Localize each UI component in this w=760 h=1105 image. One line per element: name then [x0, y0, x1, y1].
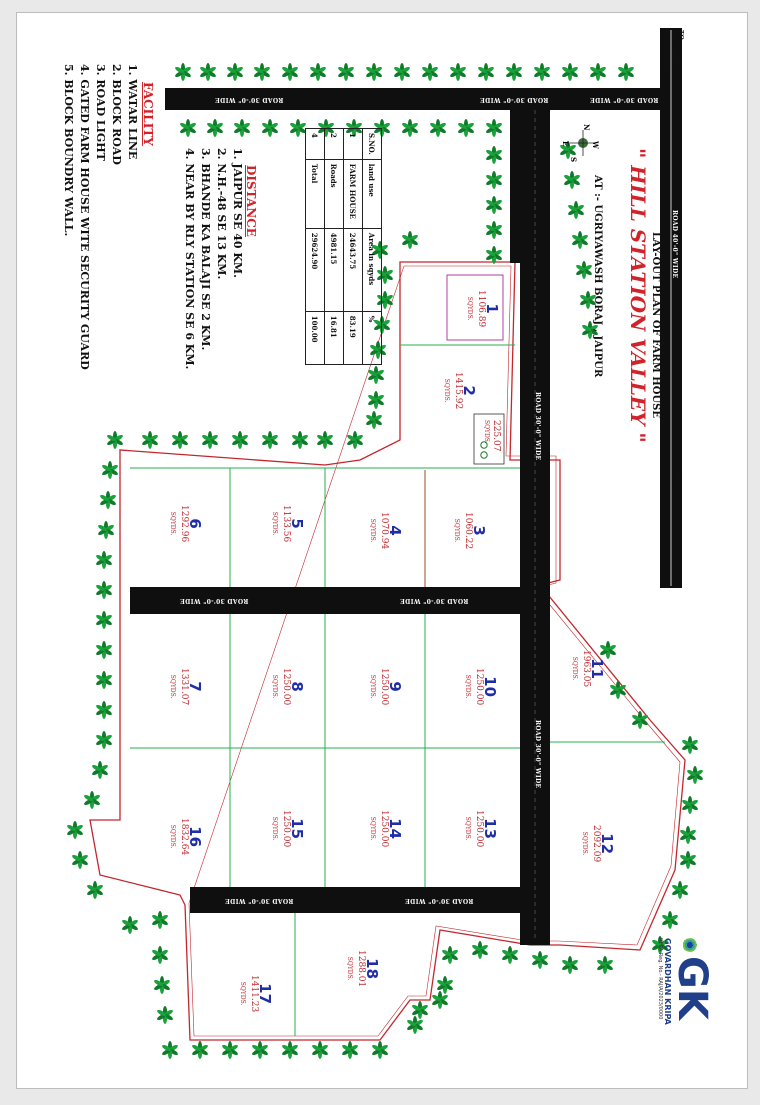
th-percent: % [363, 311, 382, 364]
plot-number: 12 [598, 833, 616, 855]
tree-icon [505, 63, 523, 81]
plot-unit: SQYDS. [271, 674, 278, 699]
road-label-bot-b: ROAD 30'-0" WIDE [405, 897, 474, 904]
facility-item: 2. BLOCK ROAD [110, 64, 123, 165]
plot-4 [367, 512, 404, 550]
tree-icon [679, 826, 697, 844]
plot-number: 1 [483, 303, 501, 314]
tree-icon [561, 956, 579, 974]
tree-icon [261, 119, 279, 137]
plot-10 [462, 668, 499, 706]
tree-icon [563, 171, 581, 189]
tree-icon [441, 946, 459, 964]
tree-icon [631, 711, 649, 729]
tree-icon [174, 63, 192, 81]
plot-3 [451, 512, 488, 550]
tree-icon [71, 851, 89, 869]
tree-icon [226, 63, 244, 81]
tree-icon [485, 196, 503, 214]
plot-unit: SQYDS. [581, 831, 588, 856]
tree-icon [179, 119, 197, 137]
plot-area: 1331.07 [179, 668, 189, 706]
plot-area: 1415.92 [453, 372, 463, 410]
tree-icon [401, 231, 419, 249]
landuse-table [305, 128, 382, 365]
tree-icon [365, 63, 383, 81]
plot-unit: SQYDS. [239, 981, 246, 1006]
facility-item: 1. WATAR LINE [126, 64, 139, 160]
facility-item: 4. GATED FARM HOUSE WITE SECURITY GUARD [78, 64, 91, 370]
plot-14 [367, 810, 404, 848]
plot-unit: SQYDS. [464, 816, 471, 841]
tree-icon [253, 63, 271, 81]
tree-icon [99, 491, 117, 509]
plot-17 [237, 975, 274, 1013]
road-label-outer: ROAD 40'-0" WIDE [671, 210, 678, 279]
peacock-feather-icon [681, 938, 703, 952]
plot-number: 15 [288, 818, 306, 840]
facility-item: 5. BLOCK BOUNDRY WALL. [62, 64, 75, 237]
tree-icon [153, 976, 171, 994]
tree-icon [291, 431, 309, 449]
tree-icon [485, 171, 503, 189]
plot-number: 6 [186, 518, 204, 529]
tree-icon [679, 851, 697, 869]
tree-icon [485, 246, 503, 264]
distance-item: 4. NEAR BY RLY STATION SE 6 KM. [183, 148, 196, 370]
tree-icon [371, 1041, 389, 1059]
plot-unit: SQYDS. [169, 511, 176, 536]
plot-unit: SQYDS. [453, 518, 460, 543]
tree-icon [367, 366, 385, 384]
plot-15 [269, 810, 306, 848]
compass-w: W [591, 141, 600, 149]
plot-1 [464, 290, 501, 328]
landuse-header [363, 129, 382, 365]
site-location: AT :- UGRIYAWASH BORAJ , JAIPUR [592, 175, 603, 378]
tree-icon [261, 431, 279, 449]
tree-icon [95, 731, 113, 749]
plot-area: 1106.89 [476, 290, 486, 328]
tree-icon [431, 991, 449, 1009]
th-landuse: land use [363, 159, 382, 228]
tree-icon [121, 916, 139, 934]
plot-unit: SQYDS. [466, 296, 473, 321]
tree-icon [221, 1041, 239, 1059]
table-row: 4 Total 29624.90 100.00 [306, 129, 325, 365]
th-area: Area in sqyds [363, 228, 382, 311]
tree-icon [609, 681, 627, 699]
rera-number: RERA Reg. No.- RAJ/A/2023/0000 [657, 938, 663, 1020]
plot-number: 4 [386, 525, 404, 536]
plot-area: 1411.23 [249, 975, 259, 1013]
plot-5 [269, 505, 306, 543]
tree-icon [485, 119, 503, 137]
tree-icon [457, 119, 475, 137]
tree-icon [281, 1041, 299, 1059]
tree-icon [141, 431, 159, 449]
plot-area: 1288.01 [356, 950, 366, 988]
plot-area: 1250.00 [379, 668, 389, 706]
tree-icon [151, 911, 169, 929]
tree-icon [309, 63, 327, 81]
tree-icon [191, 1041, 209, 1059]
tree-icon [501, 946, 519, 964]
tank-circle-b [481, 452, 487, 458]
tree-icon [401, 119, 419, 137]
road-label-mid-b: ROAD 30'-0" WIDE [400, 597, 469, 604]
tree-icon [485, 221, 503, 239]
tree-icon [101, 461, 119, 479]
plot-number: 14 [386, 818, 404, 840]
plot-area: 2092.09 [591, 825, 601, 863]
tree-icon [681, 736, 699, 754]
plot-number: 9 [386, 681, 404, 692]
plot-number: 10 [481, 676, 499, 698]
plot-area: 1250.00 [474, 668, 484, 706]
plot-6 [167, 505, 204, 543]
tree-icon [567, 201, 585, 219]
plot-unit: SQYDS. [369, 816, 376, 841]
tree-icon [531, 951, 549, 969]
tree-icon [95, 671, 113, 689]
plot-unit: SQYDS. [464, 674, 471, 699]
tree-icon [97, 521, 115, 539]
edge-label-boraj: TO BORAJ VILLAGE [675, 460, 682, 528]
plot-unit: SQYDS. [443, 378, 450, 403]
tree-icon [393, 63, 411, 81]
brand-name: GOVARDHAN KRIPA [663, 938, 672, 1025]
tree-icon [365, 411, 383, 429]
plot-area: 1250.00 [281, 668, 291, 706]
facility-list [60, 64, 140, 370]
tree-icon [86, 881, 104, 899]
tree-icon [233, 119, 251, 137]
tree-icon [477, 63, 495, 81]
tree-icon [561, 63, 579, 81]
tree-icon [161, 1041, 179, 1059]
utility-label: 225.07 SQYDS. [483, 420, 501, 452]
table-row: 1 FARM HOUSE 24643.75 83.19 [344, 129, 363, 365]
tree-icon [95, 641, 113, 659]
road-label-main-2: ROAD 30'-0" WIDE [534, 720, 541, 789]
plot-18 [344, 950, 381, 988]
plot-2 [441, 372, 478, 410]
compass-s: S [569, 157, 578, 163]
plot-number: 18 [363, 958, 381, 980]
plot-13 [462, 810, 499, 848]
plot-number: 7 [186, 681, 204, 692]
plot-number: 8 [288, 681, 306, 692]
plot-number: 2 [460, 385, 478, 396]
tree-icon [681, 796, 699, 814]
gk-logo: GK [669, 956, 715, 1020]
plot-area: 1963.05 [581, 650, 591, 688]
tree-icon [571, 231, 589, 249]
road-label-top-b: ROAD 30'-0" WIDE [480, 96, 549, 103]
tree-icon [367, 391, 385, 409]
brand-block [657, 938, 715, 1025]
edge-label-bhande: TO BHANDE KA BALAJI [663, 30, 684, 66]
plot-unit: SQYDS. [346, 956, 353, 981]
plot-unit: SQYDS. [271, 816, 278, 841]
tree-icon [95, 701, 113, 719]
plot-area: 1133.56 [281, 505, 291, 543]
tree-icon [429, 119, 447, 137]
distance-list [181, 148, 245, 369]
plot-number: 11 [588, 658, 606, 680]
facility-heading: FACILITY [141, 82, 155, 146]
tree-icon [346, 431, 364, 449]
tree-icon [421, 63, 439, 81]
tree-icon [316, 431, 334, 449]
tree-icon [686, 766, 704, 784]
tree-icon [589, 63, 607, 81]
tree-icon [95, 611, 113, 629]
tree-icon [83, 791, 101, 809]
plot-area: 1292.96 [179, 505, 189, 543]
tree-icon [156, 1006, 174, 1024]
road-label-top-a: ROAD 30'-0" WIDE [215, 96, 284, 103]
tree-icon [199, 63, 217, 81]
tree-icon [206, 119, 224, 137]
tree-icon [337, 63, 355, 81]
plot-area: 1250.00 [281, 810, 291, 848]
tree-icon [671, 881, 689, 899]
tree-icon [201, 431, 219, 449]
tree-icon [95, 581, 113, 599]
distance-heading: DISTANCE [244, 165, 258, 237]
tree-icon [231, 431, 249, 449]
site-title: " HILL STATION VALLEY " [626, 148, 650, 443]
plot-11 [569, 650, 606, 688]
tree-icon [341, 1041, 359, 1059]
distance-item: 3. BHANDE KA BALAJI SE 2 KM. [199, 148, 212, 351]
tree-icon [617, 63, 635, 81]
plot-unit: SQYDS. [369, 518, 376, 543]
plot-unit: SQYDS. [271, 511, 278, 536]
tree-icon [95, 551, 113, 569]
compass-n: N [582, 124, 591, 131]
plot-area: 1060.22 [463, 512, 473, 550]
tree-icon [485, 146, 503, 164]
tree-icon [66, 821, 84, 839]
plot-7 [167, 668, 204, 706]
tree-icon [311, 1041, 329, 1059]
tree-icon [471, 941, 489, 959]
road-label-bot-a: ROAD 30'-0" WIDE [225, 897, 294, 904]
plot-12 [579, 825, 616, 863]
road-label-main: ROAD 30'-0" WIDE [534, 392, 541, 461]
compass-e: E [561, 141, 570, 147]
tree-icon [596, 956, 614, 974]
plot-number: 13 [481, 818, 499, 840]
tree-icon [151, 946, 169, 964]
tree-icon [436, 976, 454, 994]
tree-icon [533, 63, 551, 81]
plot-unit: SQYDS. [169, 674, 176, 699]
distance-item: 2. N.H.-48 SE 13 KM. [215, 148, 228, 280]
plot-area: 1250.00 [474, 810, 484, 848]
distance-item: 1. JAIPUR SE 40 KM. [231, 148, 244, 278]
main-road-lower [520, 260, 550, 945]
plot-area: 1070.94 [379, 512, 389, 550]
plot-unit: SQYDS. [571, 656, 578, 681]
tree-icon [449, 63, 467, 81]
plot-unit: SQYDS. [169, 824, 176, 849]
facility-item: 3. ROAD LIGHT [94, 64, 107, 161]
tree-icon [661, 911, 679, 929]
tree-icon [281, 63, 299, 81]
plot-number: 16 [186, 826, 204, 848]
tree-icon [171, 431, 189, 449]
tree-icon [251, 1041, 269, 1059]
road-label-top-c: ROAD 30'-0" WIDE [590, 96, 659, 103]
table-row: 2 Roads 4981.15 16.81 [325, 129, 344, 365]
plot-number: 5 [288, 518, 306, 529]
tree-icon [406, 1016, 424, 1034]
plot-unit: SQYDS. [369, 674, 376, 699]
plot-area: 1832.64 [179, 818, 189, 856]
road-label-mid-a: ROAD 30'-0" WIDE [180, 597, 249, 604]
plot-8 [269, 668, 306, 706]
plot-9 [367, 668, 404, 706]
layout-heading: LAY-OUT PLAN OF FARM HOUSE [650, 232, 661, 419]
plot-number: 17 [256, 983, 274, 1005]
tree-icon [91, 761, 109, 779]
plot-area: 1250.00 [379, 810, 389, 848]
th-sno: S.NO. [363, 129, 382, 160]
tree-icon [411, 1001, 429, 1019]
main-road [510, 88, 550, 263]
plot-number: 3 [470, 525, 488, 536]
tree-icon [106, 431, 124, 449]
plot-16 [167, 818, 204, 856]
